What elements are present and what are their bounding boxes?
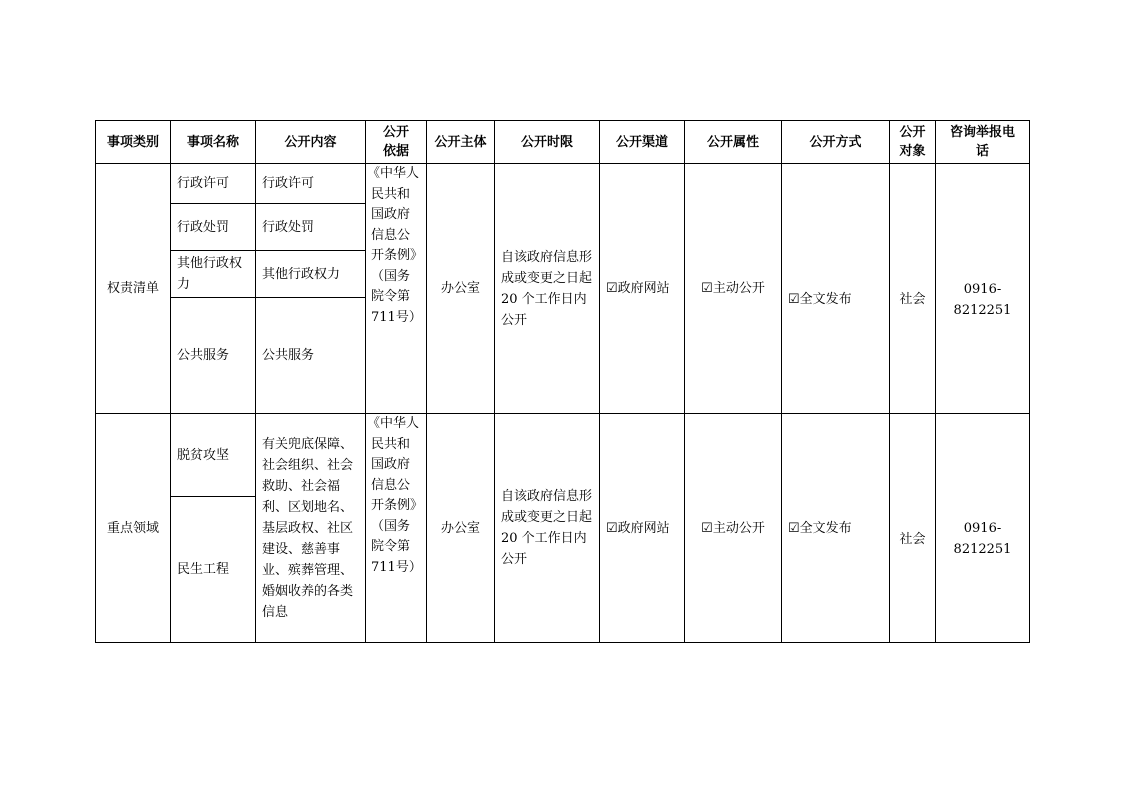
- header-time-limit: 公开时限: [495, 121, 600, 164]
- item-content-cell: 行政许可: [256, 164, 366, 204]
- table-row: [96, 414, 1030, 497]
- method-cell: ☑全文发布: [782, 164, 890, 414]
- header-name: 事项名称: [171, 121, 256, 164]
- attribute-cell: ☑主动公开: [685, 164, 782, 414]
- item-name-cell: 其他行政权力: [171, 251, 256, 298]
- audience-cell: 社会: [890, 164, 936, 414]
- attribute-cell: ☑主动公开: [685, 414, 782, 643]
- phone-cell: 0916-8212251: [936, 414, 1030, 643]
- category-cell: 重点领域: [96, 414, 171, 643]
- header-attribute: 公开属性: [685, 121, 782, 164]
- channel-cell: ☑政府网站: [600, 414, 685, 643]
- channel-cell: ☑政府网站: [600, 164, 685, 414]
- content-cell: 有关兜底保障、社会组织、社会救助、社会福利、区划地名、基层政权、社区建设、慈善事业、殡葬管理、婚姻收养的各类信息: [256, 414, 366, 643]
- item-content-cell: 行政处罚: [256, 204, 366, 251]
- audience-cell: 社会: [890, 414, 936, 643]
- item-name-cell: 公共服务: [171, 298, 256, 414]
- item-content-cell: 公共服务: [256, 298, 366, 414]
- header-category: 事项类别: [96, 121, 171, 164]
- header-method: 公开方式: [782, 121, 890, 164]
- header-row: [96, 121, 1030, 164]
- category-cell: 权责清单: [96, 164, 171, 414]
- header-phone: 咨询举报电话: [936, 121, 1030, 164]
- basis-text: 《中华人民共和国政府信息公开条例》（国务院令第711号）: [367, 416, 422, 575]
- basis-cell: [366, 164, 427, 414]
- header-content: 公开内容: [256, 121, 366, 164]
- subject-cell: 办公室: [427, 164, 495, 414]
- subject-cell: 办公室: [427, 414, 495, 643]
- phone-cell: 0916-8212251: [936, 164, 1030, 414]
- item-name-cell: 行政许可: [171, 164, 256, 204]
- header-channel: 公开渠道: [600, 121, 685, 164]
- item-name-cell: 行政处罚: [171, 204, 256, 251]
- header-subject: 公开主体: [427, 121, 495, 164]
- disclosure-table: [95, 120, 1030, 643]
- method-cell: ☑全文发布: [782, 414, 890, 643]
- header-audience: 公开对象: [890, 121, 936, 164]
- time-limit-cell: 自该政府信息形成或变更之日起 20 个工作日内公开: [495, 414, 600, 643]
- item-content-cell: 其他行政权力: [256, 251, 366, 298]
- time-limit-cell: 自该政府信息形成或变更之日起 20 个工作日内公开: [495, 164, 600, 414]
- table-row: [96, 164, 1030, 204]
- item-name-cell: 民生工程: [171, 497, 256, 643]
- item-name-cell: 脱贫攻坚: [171, 414, 256, 497]
- header-basis: 公开依据: [366, 121, 427, 164]
- basis-text: 《中华人民共和国政府信息公开条例》（国务院令第711号）: [367, 166, 422, 325]
- basis-cell: [366, 414, 427, 643]
